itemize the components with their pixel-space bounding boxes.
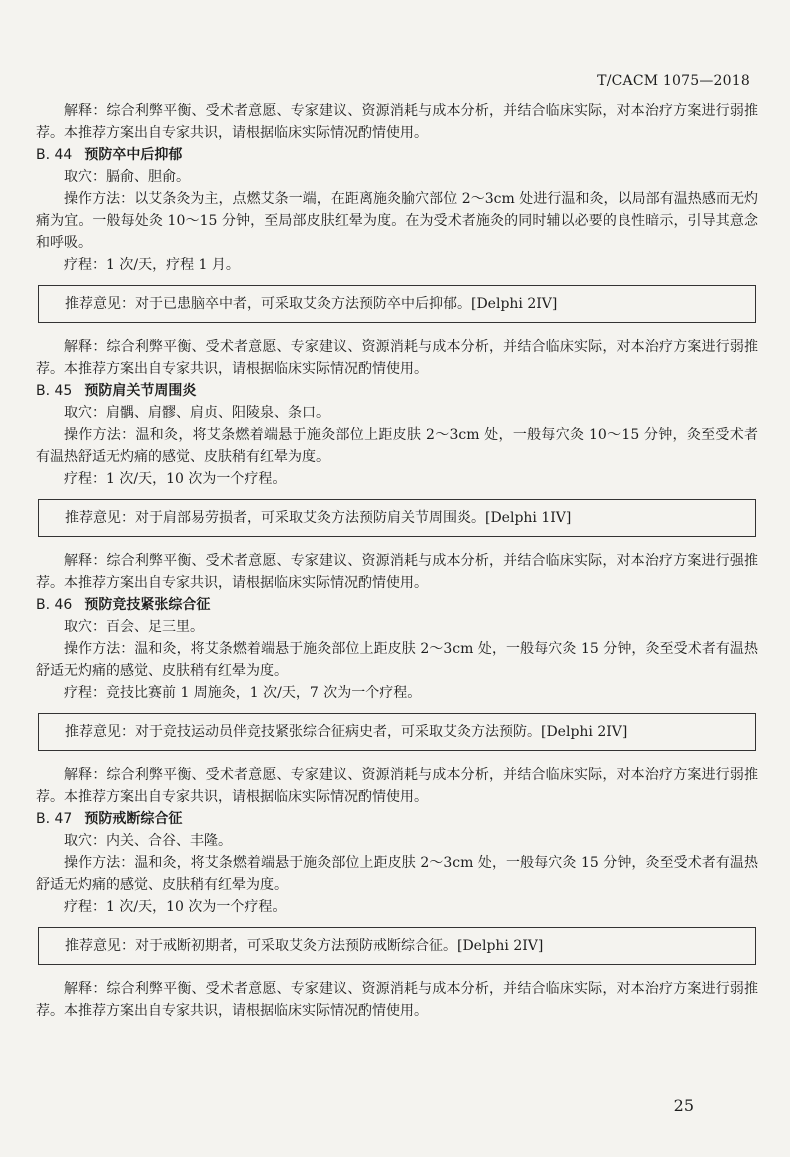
explanation-text: 解释：综合利弊平衡、受术者意愿、专家建议、资源消耗与成本分析，并结合临床实际，对本治疗方案进行强推荐。本推荐方案出自专家共识，请根据临床实际情况酌情使用。 xyxy=(36,553,758,591)
recommendation-box: 推荐意见：对于竞技运动员伴竞技紧张综合征病史者，可采取艾灸方法预防。[Delphi 2IV] xyxy=(38,713,756,751)
section-heading xyxy=(36,144,758,166)
acupoints-text: 取穴：百会、足三里。 xyxy=(64,619,204,635)
section-b46 xyxy=(36,594,758,808)
page-content xyxy=(36,100,758,1022)
acupoints-text: 取穴：内关、合谷、丰隆。 xyxy=(64,833,232,849)
section-title: 预防竞技紧张综合征 xyxy=(84,597,211,613)
section-b47 xyxy=(36,808,758,1022)
acupoints-text: 取穴：膈俞、胆俞。 xyxy=(64,169,190,185)
section-title: 预防戒断综合征 xyxy=(84,811,183,827)
section-number: B. 44 xyxy=(36,147,73,163)
explanation-text: 解释：综合利弊平衡、受术者意愿、专家建议、资源消耗与成本分析，并结合临床实际，对本治疗方案进行弱推荐。本推荐方案出自专家共识，请根据临床实际情况酌情使用。 xyxy=(36,767,758,805)
recommendation-box: 推荐意见：对于已患脑卒中者，可采取艾灸方法预防卒中后抑郁。[Delphi 2IV] xyxy=(38,285,756,323)
standard-code-header: T/CACM 1075—2018 xyxy=(597,73,750,89)
section-number: B. 46 xyxy=(36,597,73,613)
method-text: 操作方法：以艾条灸为主，点燃艾条一端，在距离施灸腧穴部位 2～3cm 处进行温和灸，以局部有温热感而无灼痛为宜。一般每处灸 10～15 分钟，至局部皮肤红晕为度。在为受术者施灸的同时辅以必要的良性暗示，引导其意念和呼吸。 xyxy=(36,191,758,251)
section-number: B. 47 xyxy=(36,811,73,827)
section-number: B. 45 xyxy=(36,383,73,399)
explanation-text: 解释：综合利弊平衡、受术者意愿、专家建议、资源消耗与成本分析，并结合临床实际，对本治疗方案进行弱推荐。本推荐方案出自专家共识，请根据临床实际情况酌情使用。 xyxy=(36,339,758,377)
recommendation-box: 推荐意见：对于戒断初期者，可采取艾灸方法预防戒断综合征。[Delphi 2IV] xyxy=(38,927,756,965)
course-text: 疗程：1 次/天，疗程 1 月。 xyxy=(64,257,240,273)
section-heading xyxy=(36,594,758,616)
section-b44 xyxy=(36,144,758,380)
course-text: 疗程：1 次/天，10 次为一个疗程。 xyxy=(64,471,287,487)
intro-explanation: 解释：综合利弊平衡、受术者意愿、专家建议、资源消耗与成本分析，并结合临床实际，对本治疗方案进行弱推荐。本推荐方案出自专家共识，请根据临床实际情况酌情使用。 xyxy=(36,103,758,141)
recommendation-box: 推荐意见：对于肩部易劳损者，可采取艾灸方法预防肩关节周围炎。[Delphi 1IV] xyxy=(38,499,756,537)
section-title: 预防卒中后抑郁 xyxy=(84,147,183,163)
method-text: 操作方法：温和灸，将艾条燃着端悬于施灸部位上距皮肤 2～3cm 处，一般每穴灸 10～15 分钟，灸至受术者有温热舒适无灼痛的感觉、皮肤稍有红晕为度。 xyxy=(36,427,758,465)
method-text: 操作方法：温和灸，将艾条燃着端悬于施灸部位上距皮肤 2～3cm 处，一般每穴灸 15 分钟，灸至受术者有温热舒适无灼痛的感觉、皮肤稍有红晕为度。 xyxy=(36,641,758,679)
method-text: 操作方法：温和灸，将艾条燃着端悬于施灸部位上距皮肤 2～3cm 处，一般每穴灸 15 分钟，灸至受术者有温热舒适无灼痛的感觉、皮肤稍有红晕为度。 xyxy=(36,855,758,893)
section-heading xyxy=(36,808,758,830)
page-number: 25 xyxy=(673,1096,694,1115)
section-title: 预防肩关节周围炎 xyxy=(84,383,197,399)
explanation-text: 解释：综合利弊平衡、受术者意愿、专家建议、资源消耗与成本分析，并结合临床实际，对本治疗方案进行弱推荐。本推荐方案出自专家共识，请根据临床实际情况酌情使用。 xyxy=(36,981,758,1019)
section-heading xyxy=(36,380,758,402)
section-b45 xyxy=(36,380,758,594)
course-text: 疗程：竞技比赛前 1 周施灸，1 次/天，7 次为一个疗程。 xyxy=(64,685,422,701)
acupoints-text: 取穴：肩髃、肩髎、肩贞、阳陵泉、条口。 xyxy=(64,405,330,421)
course-text: 疗程：1 次/天，10 次为一个疗程。 xyxy=(64,899,287,915)
